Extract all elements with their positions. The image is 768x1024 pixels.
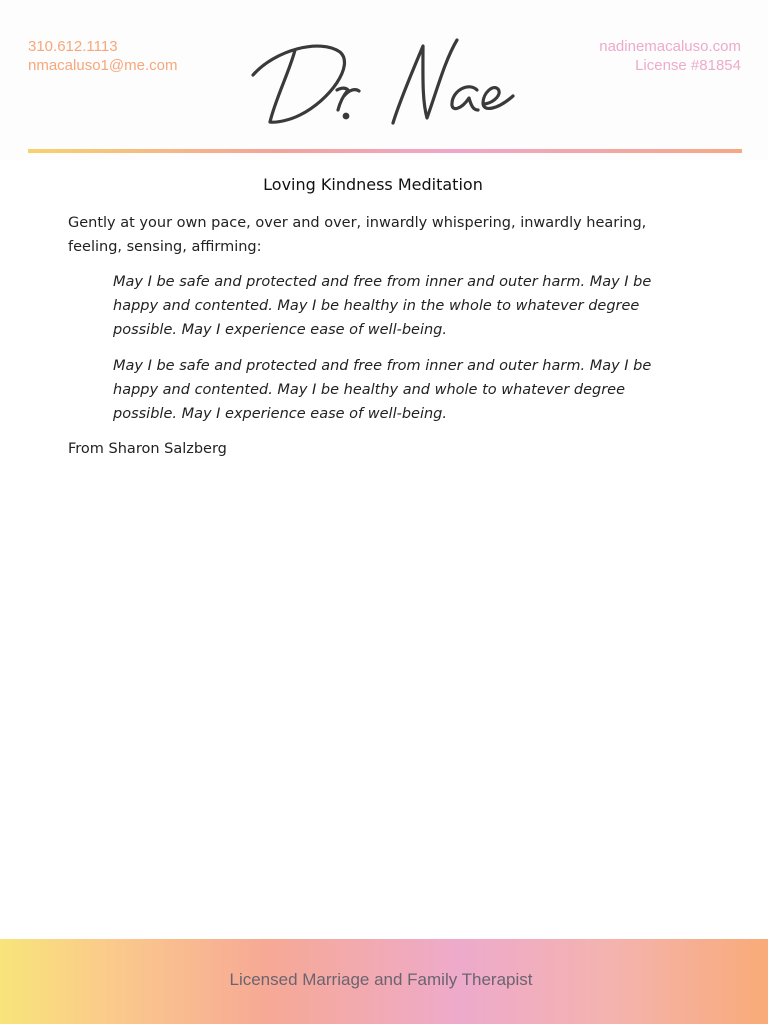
meditation-quote-1: May I be safe and protected and free from inner and outer harm. May I be happy and contented. May I be healthy in the whole to whatever degree possible. May I experience ease of well-being.	[113, 274, 652, 338]
meditation-quote-2: May I be safe and protected and free from inner and outer harm. May I be happy and contented. May I be healthy and whole to whatever degree possible. May I experience ease of well-being.	[113, 358, 652, 422]
intro-paragraph: Gently at your own pace, over and over, inwardly whispering, inwardly hearing, feeling, sensing, affirming:	[68, 215, 647, 255]
phone-number: 310.612.1113	[28, 38, 118, 55]
footer-tagline: Licensed Marriage and Family Therapist	[229, 970, 533, 989]
contact-left	[28, 37, 177, 75]
attribution: From Sharon Salzberg	[68, 441, 227, 457]
contact-right	[599, 37, 741, 75]
email-address: nmacaluso1@me.com	[28, 57, 178, 74]
letterhead-footer	[0, 939, 768, 1024]
letterhead-header	[0, 0, 768, 160]
document-title: Loving Kindness Meditation	[263, 175, 483, 194]
dr-nae-signature-logo	[245, 30, 530, 135]
website-link[interactable]: nadinemacaluso.com	[599, 38, 741, 55]
gradient-divider	[28, 149, 742, 153]
license-number: License #81854	[635, 57, 741, 74]
